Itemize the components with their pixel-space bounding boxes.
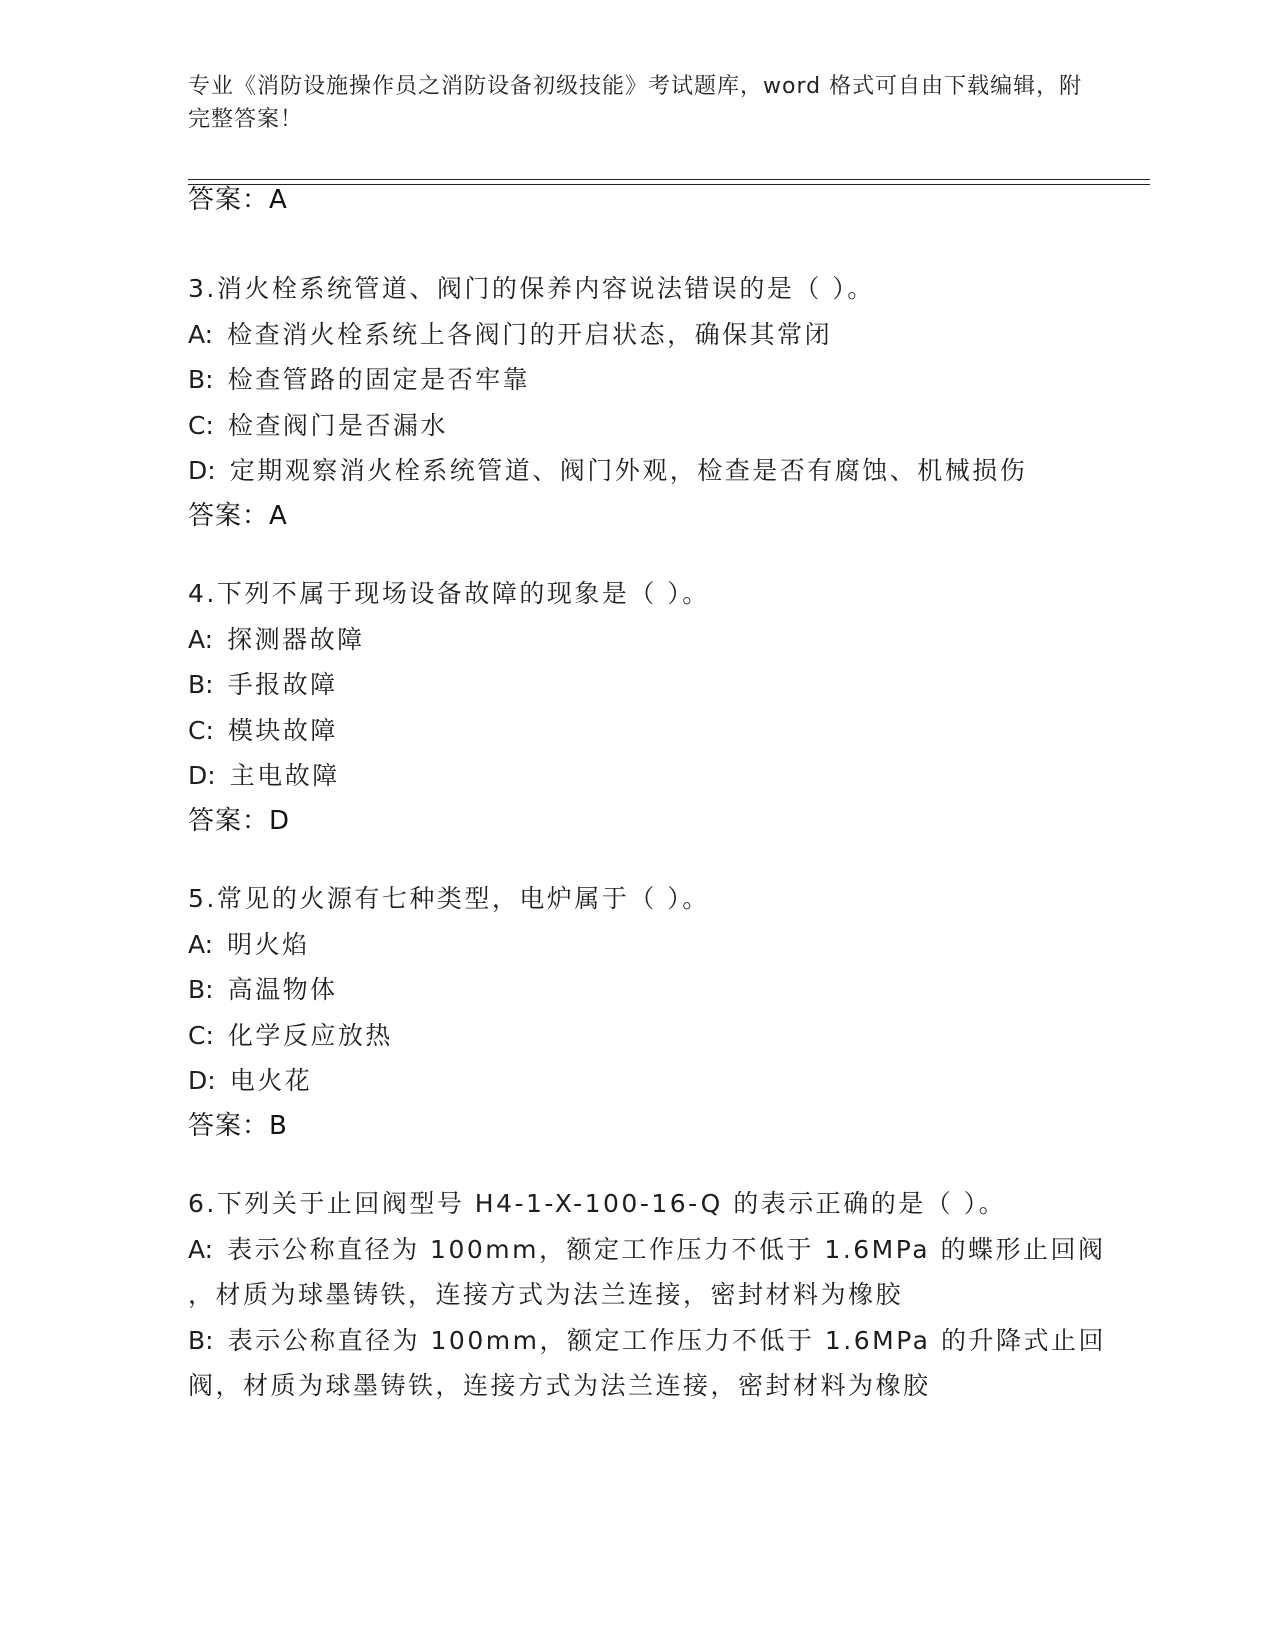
option-key: D: — [188, 761, 216, 790]
option-key: C: — [188, 1020, 214, 1050]
question-stem: 6.下列关于止回阀型号 H4-1-X-100-16-Q 的表示正确的是（ ）。 — [188, 1189, 1007, 1218]
option-d — [188, 1058, 1088, 1104]
question-stem: 3.消火栓系统管道、阀门的保养内容说法错误的是（ ）。 — [188, 274, 875, 303]
option-text: 模块故障 — [227, 715, 338, 745]
option-a-continuation: ，材质为球墨铸铁，连接方式为法兰连接，密封材料为橡胶 — [188, 1280, 904, 1309]
option-key: A: — [188, 624, 214, 654]
option-a — [188, 617, 1088, 663]
question-stem: 4.下列不属于现场设备故障的现象是（ ）。 — [188, 579, 710, 608]
option-key: A: — [188, 929, 214, 959]
question-6 — [188, 1181, 1106, 1409]
option-d — [188, 753, 1088, 799]
option-text: 检查消火栓系统上各阀门的开启状态，确保其常闭 — [227, 319, 833, 349]
option-key: D: — [188, 1066, 216, 1095]
option-key: C: — [188, 410, 214, 440]
option-text: 探测器故障 — [227, 624, 365, 654]
option-text: 检查阀门是否漏水 — [227, 410, 448, 440]
option-text: 表示公称直径为 100mm，额定工作压力不低于 1.6MPa 的升降式止回 — [227, 1325, 1106, 1355]
option-text: 定期观察消火栓系统管道、阀门外观，检查是否有腐蚀、机械损伤 — [229, 456, 1028, 485]
option-key: B: — [188, 365, 214, 394]
page-header-text: 专业《消防设施操作员之消防设备初级技能》考试题库，word 格式可自由下载编辑，附完整答案！ — [188, 74, 1083, 132]
option-key: D: — [188, 456, 216, 485]
question-stem: 5.常见的火源有七种类型，电炉属于（ ）。 — [188, 884, 710, 913]
option-b — [188, 662, 1088, 708]
option-a — [188, 312, 1088, 358]
option-b — [188, 357, 1088, 403]
option-key: C: — [188, 715, 214, 745]
answer-line: 答案：B — [188, 1110, 288, 1141]
answer-line: 答案：A — [188, 500, 288, 531]
option-key: B: — [188, 1325, 214, 1355]
option-b — [188, 1318, 1106, 1364]
option-c — [188, 403, 1088, 449]
option-text: 电火花 — [229, 1066, 313, 1095]
answer-line: 答案：D — [188, 805, 291, 836]
option-text: 明火焰 — [227, 929, 310, 959]
option-key: A: — [188, 319, 214, 349]
answer-line: 答案：A — [188, 185, 288, 215]
option-d — [188, 448, 1088, 494]
option-text: 主电故障 — [229, 761, 340, 790]
previous-answer-block — [188, 178, 1088, 224]
question-3 — [188, 266, 1088, 539]
option-text: 手报故障 — [227, 670, 338, 699]
option-text: 化学反应放热 — [227, 1020, 393, 1050]
option-key: A: — [188, 1234, 214, 1264]
option-c — [188, 1013, 1088, 1059]
option-a — [188, 922, 1088, 968]
option-b — [188, 967, 1088, 1013]
option-key: B: — [188, 670, 214, 699]
option-text: 高温物体 — [227, 975, 338, 1004]
option-a — [188, 1227, 1106, 1273]
option-c — [188, 708, 1088, 754]
option-text: 检查管路的固定是否牢靠 — [227, 365, 531, 394]
question-5 — [188, 876, 1088, 1149]
option-text: 表示公称直径为 100mm，额定工作压力不低于 1.6MPa 的蝶形止回阀 — [227, 1234, 1106, 1264]
option-key: B: — [188, 975, 214, 1004]
option-b-continuation: 阀，材质为球墨铸铁，连接方式为法兰连接，密封材料为橡胶 — [188, 1371, 931, 1400]
question-4 — [188, 571, 1088, 844]
